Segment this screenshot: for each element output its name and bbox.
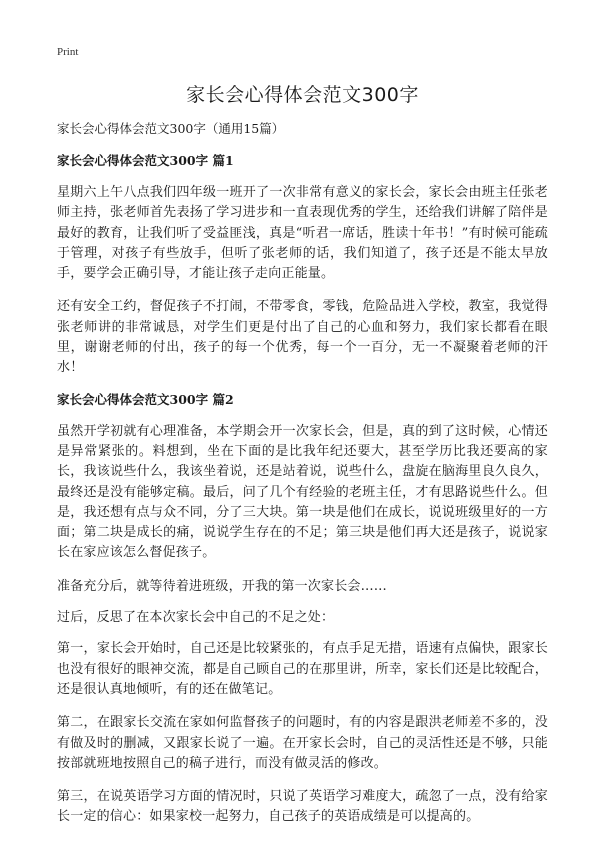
paragraph: 星期六上午八点我们四年级一班开了一次非常有意义的家长会，家长会由班主任张老师主持，张老师首先表扬了学习进步和一直表现优秀的学生，还给我们讲解了陪伴是最好的教育，让我们听了受益匪浅，真是“听君一席话，胜读十年书！”有时候可能疏于管理，对孩子有些放手，但听了张老师的话，我们知道了，孩子还是不能太早放手，要学会正确引导，才能让孩子走向正能量。 bbox=[57, 185, 548, 282]
paragraph: 第三，在说英语学习方面的情况时，只说了英语学习难度大，疏忽了一点，没有给家长一定的信心：如果家校一起努力，自己孩子的英语成绩是可以提高的。 bbox=[57, 789, 548, 825]
document-body bbox=[57, 121, 548, 841]
paragraph: 虽然开学初就有心理准备，本学期会开一次家长会，但是，真的到了这时候，心情还是异常紧张的。料想到，坐在下面的是比我年纪还要大，甚至学历比我还要高的家长，我该说些什么，我该坐着说，还是站着说，说些什么，盘旋在脑海里良久良久，最终还是没有能够定稿。最后，问了几个有经验的老班主任，才有思路说些什么。但是，我还想有点与众不同，分了三大块。第一块是他们在成长，说说班级里好的一方面；第二块是成长的痛，说说学生存在的不足；第三块是他们再大还是孩子，说说家长在家应该怎么督促孩子。 bbox=[57, 423, 548, 561]
section-heading-1: 家长会心得体会范文300字 篇1 bbox=[57, 153, 234, 168]
paragraph: 第一，家长会开始时，自己还是比较紧张的，有点手足无措，语速有点偏快，跟家长也没有很好的眼神交流，都是自己顾自己的在那里讲，所幸，家长们还是比较配合，还是很认真地倾听，有的还在做笔记。 bbox=[57, 641, 548, 697]
paragraph: 准备充分后，就等待着进班级，开我的第一次家长会…… bbox=[57, 578, 388, 594]
print-link[interactable]: Print bbox=[57, 46, 79, 58]
paragraph: 第二，在跟家长交流在家如何监督孩子的问题时，有的内容是跟洪老师差不多的，没有做及时的删减，又跟家长说了一遍。在开家长会时，自己的灵活性还是不够，只能按部就班地按照自己的稿子进行，而没有做灵活的修改。 bbox=[57, 715, 548, 771]
paragraph: 过后，反思了在本次家长会中自己的不足之处： bbox=[57, 610, 335, 626]
section-heading-2: 家长会心得体会范文300字 篇2 bbox=[57, 391, 234, 407]
paragraph: 还有安全工约，督促孩子不打闹，不带零食，零钱，危险品进入学校，教室，我觉得张老师讲的非常诚恳，对学生们更是付出了自己的心血和努力，我们家长都看在眼里，谢谢老师的付出，孩子的每一个优秀，每一个一百分，无一不凝聚着老师的汗水！ bbox=[57, 299, 548, 376]
document-subtitle: 家长会心得体会范文300字（通用15篇） bbox=[57, 121, 285, 136]
document-title: 家长会心得体会范文300字 bbox=[186, 84, 419, 106]
